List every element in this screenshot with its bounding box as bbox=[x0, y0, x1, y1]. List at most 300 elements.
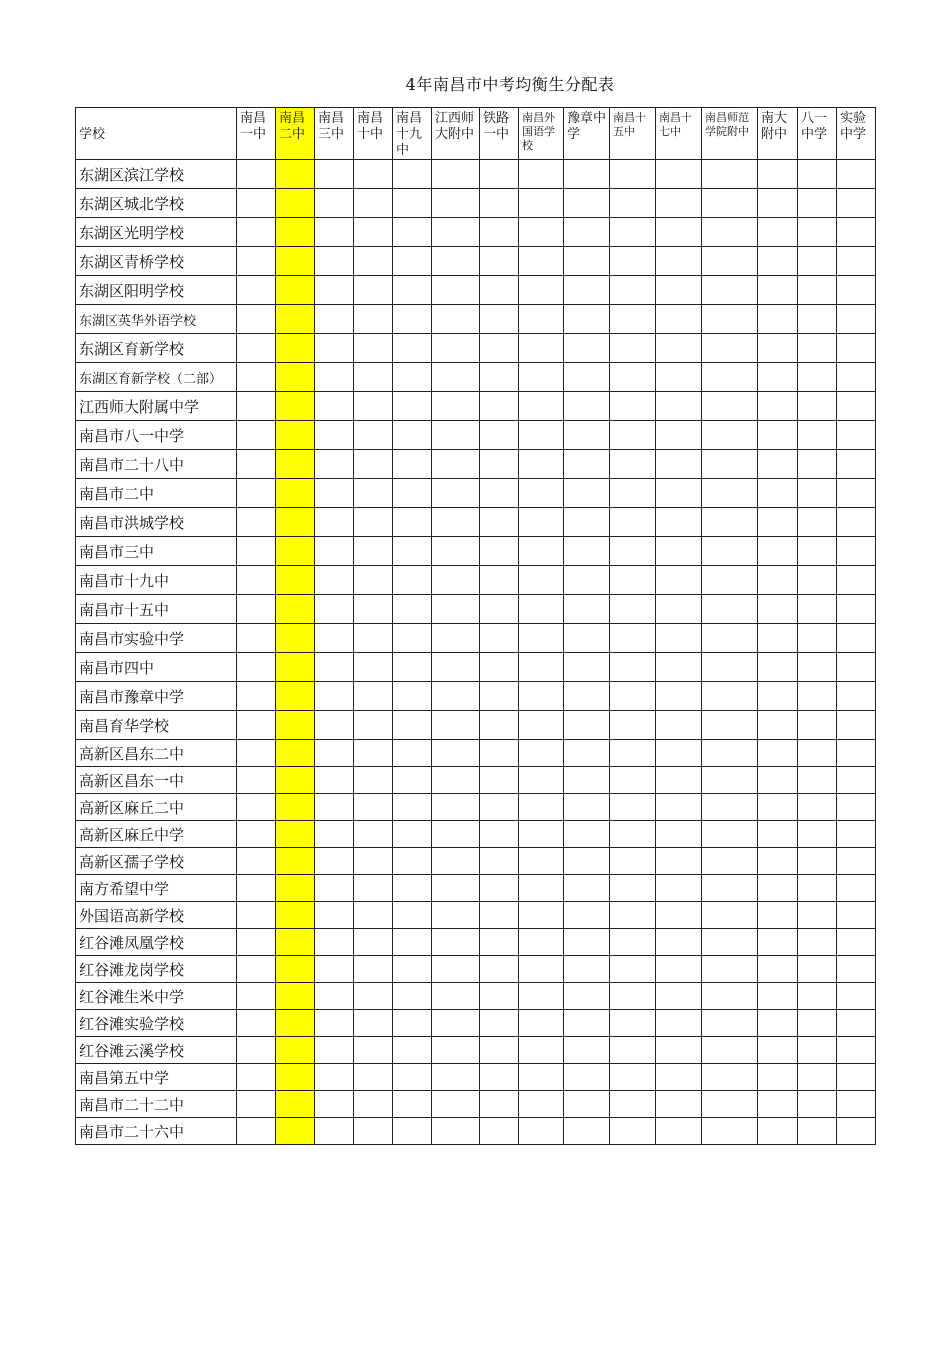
allocation-cell[interactable] bbox=[315, 363, 354, 392]
allocation-cell[interactable] bbox=[837, 875, 876, 902]
allocation-cell[interactable] bbox=[798, 392, 837, 421]
allocation-cell[interactable] bbox=[837, 653, 876, 682]
allocation-cell[interactable] bbox=[798, 983, 837, 1010]
allocation-cell[interactable] bbox=[610, 767, 656, 794]
allocation-cell[interactable] bbox=[702, 189, 758, 218]
allocation-cell[interactable] bbox=[480, 276, 519, 305]
allocation-cell[interactable] bbox=[564, 1091, 610, 1118]
allocation-cell[interactable] bbox=[564, 875, 610, 902]
allocation-cell[interactable] bbox=[837, 902, 876, 929]
allocation-cell[interactable] bbox=[564, 160, 610, 189]
allocation-cell[interactable] bbox=[393, 334, 432, 363]
allocation-cell[interactable] bbox=[564, 305, 610, 334]
allocation-cell[interactable] bbox=[393, 875, 432, 902]
allocation-cell[interactable] bbox=[702, 848, 758, 875]
allocation-cell[interactable] bbox=[798, 653, 837, 682]
allocation-cell[interactable] bbox=[393, 421, 432, 450]
allocation-cell[interactable] bbox=[564, 740, 610, 767]
allocation-cell[interactable] bbox=[315, 160, 354, 189]
allocation-cell[interactable] bbox=[480, 624, 519, 653]
allocation-cell[interactable] bbox=[237, 595, 276, 624]
allocation-cell[interactable] bbox=[432, 450, 480, 479]
allocation-cell[interactable] bbox=[837, 537, 876, 566]
allocation-cell[interactable] bbox=[432, 1037, 480, 1064]
allocation-cell[interactable] bbox=[519, 740, 564, 767]
allocation-cell[interactable] bbox=[610, 160, 656, 189]
allocation-cell[interactable] bbox=[354, 218, 393, 247]
allocation-cell[interactable] bbox=[519, 848, 564, 875]
allocation-cell-highlighted[interactable] bbox=[276, 363, 315, 392]
allocation-cell[interactable] bbox=[519, 421, 564, 450]
allocation-cell-highlighted[interactable] bbox=[276, 711, 315, 740]
allocation-cell[interactable] bbox=[354, 902, 393, 929]
allocation-cell[interactable] bbox=[758, 334, 798, 363]
allocation-cell[interactable] bbox=[798, 1118, 837, 1145]
allocation-cell[interactable] bbox=[610, 276, 656, 305]
allocation-cell[interactable] bbox=[610, 334, 656, 363]
allocation-cell[interactable] bbox=[758, 821, 798, 848]
allocation-cell[interactable] bbox=[798, 875, 837, 902]
allocation-cell[interactable] bbox=[393, 305, 432, 334]
allocation-cell[interactable] bbox=[354, 1091, 393, 1118]
allocation-cell[interactable] bbox=[702, 479, 758, 508]
allocation-cell[interactable] bbox=[702, 711, 758, 740]
allocation-cell[interactable] bbox=[610, 537, 656, 566]
allocation-cell[interactable] bbox=[758, 848, 798, 875]
allocation-cell[interactable] bbox=[519, 624, 564, 653]
allocation-cell-highlighted[interactable] bbox=[276, 508, 315, 537]
allocation-cell[interactable] bbox=[519, 189, 564, 218]
allocation-cell[interactable] bbox=[656, 479, 702, 508]
allocation-cell[interactable] bbox=[656, 276, 702, 305]
allocation-cell[interactable] bbox=[798, 189, 837, 218]
allocation-cell[interactable] bbox=[610, 624, 656, 653]
allocation-cell-highlighted[interactable] bbox=[276, 929, 315, 956]
allocation-cell[interactable] bbox=[656, 566, 702, 595]
allocation-cell[interactable] bbox=[656, 421, 702, 450]
allocation-cell-highlighted[interactable] bbox=[276, 902, 315, 929]
allocation-cell[interactable] bbox=[758, 508, 798, 537]
allocation-cell[interactable] bbox=[237, 1064, 276, 1091]
allocation-cell[interactable] bbox=[480, 363, 519, 392]
allocation-cell[interactable] bbox=[610, 1010, 656, 1037]
allocation-cell[interactable] bbox=[656, 508, 702, 537]
allocation-cell[interactable] bbox=[480, 334, 519, 363]
allocation-cell[interactable] bbox=[315, 767, 354, 794]
allocation-cell[interactable] bbox=[656, 902, 702, 929]
allocation-cell[interactable] bbox=[393, 218, 432, 247]
allocation-cell-highlighted[interactable] bbox=[276, 682, 315, 711]
allocation-cell[interactable] bbox=[610, 848, 656, 875]
allocation-cell[interactable] bbox=[656, 595, 702, 624]
allocation-cell[interactable] bbox=[315, 537, 354, 566]
allocation-cell[interactable] bbox=[564, 450, 610, 479]
allocation-cell[interactable] bbox=[432, 875, 480, 902]
allocation-cell[interactable] bbox=[480, 929, 519, 956]
allocation-cell-highlighted[interactable] bbox=[276, 1010, 315, 1037]
allocation-cell[interactable] bbox=[480, 305, 519, 334]
allocation-cell[interactable] bbox=[480, 1064, 519, 1091]
allocation-cell-highlighted[interactable] bbox=[276, 479, 315, 508]
allocation-cell[interactable] bbox=[610, 566, 656, 595]
allocation-cell[interactable] bbox=[519, 276, 564, 305]
allocation-cell[interactable] bbox=[354, 450, 393, 479]
allocation-cell[interactable] bbox=[519, 392, 564, 421]
allocation-cell[interactable] bbox=[837, 821, 876, 848]
allocation-cell[interactable] bbox=[610, 794, 656, 821]
allocation-cell[interactable] bbox=[837, 956, 876, 983]
allocation-cell[interactable] bbox=[610, 711, 656, 740]
allocation-cell[interactable] bbox=[758, 1064, 798, 1091]
allocation-cell-highlighted[interactable] bbox=[276, 392, 315, 421]
allocation-cell-highlighted[interactable] bbox=[276, 767, 315, 794]
allocation-cell[interactable] bbox=[837, 848, 876, 875]
allocation-cell[interactable] bbox=[354, 983, 393, 1010]
allocation-cell[interactable] bbox=[315, 929, 354, 956]
allocation-cell[interactable] bbox=[837, 595, 876, 624]
allocation-cell[interactable] bbox=[354, 189, 393, 218]
allocation-cell[interactable] bbox=[432, 508, 480, 537]
allocation-cell[interactable] bbox=[758, 595, 798, 624]
allocation-cell[interactable] bbox=[702, 334, 758, 363]
allocation-cell[interactable] bbox=[702, 682, 758, 711]
allocation-cell[interactable] bbox=[519, 653, 564, 682]
allocation-cell[interactable] bbox=[758, 305, 798, 334]
allocation-cell[interactable] bbox=[758, 247, 798, 276]
allocation-cell[interactable] bbox=[610, 595, 656, 624]
allocation-cell[interactable] bbox=[837, 767, 876, 794]
allocation-cell[interactable] bbox=[610, 1118, 656, 1145]
allocation-cell[interactable] bbox=[564, 929, 610, 956]
allocation-cell[interactable] bbox=[564, 595, 610, 624]
allocation-cell[interactable] bbox=[519, 305, 564, 334]
allocation-cell[interactable] bbox=[610, 363, 656, 392]
allocation-cell[interactable] bbox=[315, 334, 354, 363]
allocation-cell[interactable] bbox=[702, 821, 758, 848]
allocation-cell[interactable] bbox=[237, 363, 276, 392]
allocation-cell[interactable] bbox=[798, 682, 837, 711]
allocation-cell[interactable] bbox=[354, 537, 393, 566]
allocation-cell[interactable] bbox=[519, 794, 564, 821]
allocation-cell[interactable] bbox=[432, 1118, 480, 1145]
allocation-cell[interactable] bbox=[237, 1118, 276, 1145]
allocation-cell[interactable] bbox=[519, 566, 564, 595]
allocation-cell-highlighted[interactable] bbox=[276, 624, 315, 653]
allocation-cell[interactable] bbox=[798, 218, 837, 247]
allocation-cell[interactable] bbox=[354, 682, 393, 711]
allocation-cell[interactable] bbox=[315, 508, 354, 537]
allocation-cell[interactable] bbox=[393, 595, 432, 624]
allocation-cell[interactable] bbox=[519, 956, 564, 983]
allocation-cell[interactable] bbox=[798, 1037, 837, 1064]
allocation-cell[interactable] bbox=[480, 1118, 519, 1145]
allocation-cell[interactable] bbox=[702, 767, 758, 794]
allocation-cell[interactable] bbox=[610, 682, 656, 711]
allocation-cell[interactable] bbox=[656, 711, 702, 740]
allocation-cell[interactable] bbox=[393, 902, 432, 929]
allocation-cell[interactable] bbox=[237, 624, 276, 653]
allocation-cell[interactable] bbox=[393, 537, 432, 566]
allocation-cell-highlighted[interactable] bbox=[276, 276, 315, 305]
allocation-cell[interactable] bbox=[564, 902, 610, 929]
allocation-cell[interactable] bbox=[393, 821, 432, 848]
allocation-cell[interactable] bbox=[354, 566, 393, 595]
allocation-cell[interactable] bbox=[432, 1064, 480, 1091]
allocation-cell[interactable] bbox=[564, 983, 610, 1010]
allocation-cell[interactable] bbox=[237, 653, 276, 682]
allocation-cell[interactable] bbox=[354, 508, 393, 537]
allocation-cell[interactable] bbox=[237, 902, 276, 929]
allocation-cell[interactable] bbox=[564, 956, 610, 983]
allocation-cell[interactable] bbox=[798, 450, 837, 479]
allocation-cell[interactable] bbox=[798, 740, 837, 767]
allocation-cell[interactable] bbox=[758, 794, 798, 821]
allocation-cell[interactable] bbox=[354, 160, 393, 189]
allocation-cell[interactable] bbox=[432, 956, 480, 983]
allocation-cell[interactable] bbox=[702, 1064, 758, 1091]
allocation-cell[interactable] bbox=[393, 363, 432, 392]
allocation-cell[interactable] bbox=[237, 508, 276, 537]
allocation-cell[interactable] bbox=[237, 740, 276, 767]
allocation-cell[interactable] bbox=[432, 334, 480, 363]
allocation-cell[interactable] bbox=[480, 218, 519, 247]
allocation-cell[interactable] bbox=[354, 929, 393, 956]
allocation-cell[interactable] bbox=[758, 363, 798, 392]
allocation-cell[interactable] bbox=[519, 218, 564, 247]
allocation-cell[interactable] bbox=[837, 508, 876, 537]
allocation-cell[interactable] bbox=[610, 1064, 656, 1091]
allocation-cell[interactable] bbox=[519, 479, 564, 508]
allocation-cell[interactable] bbox=[758, 218, 798, 247]
allocation-cell[interactable] bbox=[758, 1118, 798, 1145]
allocation-cell[interactable] bbox=[480, 767, 519, 794]
allocation-cell[interactable] bbox=[798, 363, 837, 392]
allocation-cell[interactable] bbox=[610, 1091, 656, 1118]
allocation-cell[interactable] bbox=[432, 566, 480, 595]
allocation-cell[interactable] bbox=[656, 189, 702, 218]
allocation-cell[interactable] bbox=[702, 305, 758, 334]
allocation-cell[interactable] bbox=[564, 566, 610, 595]
allocation-cell[interactable] bbox=[564, 334, 610, 363]
allocation-cell[interactable] bbox=[393, 160, 432, 189]
allocation-cell[interactable] bbox=[758, 1037, 798, 1064]
allocation-cell[interactable] bbox=[837, 1037, 876, 1064]
allocation-cell[interactable] bbox=[702, 218, 758, 247]
allocation-cell[interactable] bbox=[610, 956, 656, 983]
allocation-cell[interactable] bbox=[237, 682, 276, 711]
allocation-cell[interactable] bbox=[837, 566, 876, 595]
allocation-cell-highlighted[interactable] bbox=[276, 1091, 315, 1118]
allocation-cell[interactable] bbox=[564, 682, 610, 711]
allocation-cell[interactable] bbox=[610, 902, 656, 929]
allocation-cell[interactable] bbox=[837, 218, 876, 247]
allocation-cell[interactable] bbox=[519, 1118, 564, 1145]
allocation-cell[interactable] bbox=[354, 363, 393, 392]
allocation-cell[interactable] bbox=[656, 983, 702, 1010]
allocation-cell[interactable] bbox=[656, 160, 702, 189]
allocation-cell[interactable] bbox=[702, 1037, 758, 1064]
allocation-cell[interactable] bbox=[354, 711, 393, 740]
allocation-cell[interactable] bbox=[354, 794, 393, 821]
allocation-cell[interactable] bbox=[480, 794, 519, 821]
allocation-cell[interactable] bbox=[702, 421, 758, 450]
allocation-cell[interactable] bbox=[393, 566, 432, 595]
allocation-cell[interactable] bbox=[315, 902, 354, 929]
allocation-cell[interactable] bbox=[480, 902, 519, 929]
allocation-cell[interactable] bbox=[432, 902, 480, 929]
allocation-cell[interactable] bbox=[237, 956, 276, 983]
allocation-cell[interactable] bbox=[237, 1037, 276, 1064]
allocation-cell[interactable] bbox=[480, 247, 519, 276]
allocation-cell[interactable] bbox=[432, 189, 480, 218]
allocation-cell[interactable] bbox=[702, 929, 758, 956]
allocation-cell[interactable] bbox=[315, 276, 354, 305]
allocation-cell[interactable] bbox=[564, 479, 610, 508]
allocation-cell[interactable] bbox=[237, 1010, 276, 1037]
allocation-cell[interactable] bbox=[315, 956, 354, 983]
allocation-cell[interactable] bbox=[480, 1091, 519, 1118]
allocation-cell[interactable] bbox=[837, 983, 876, 1010]
allocation-cell[interactable] bbox=[656, 305, 702, 334]
allocation-cell[interactable] bbox=[315, 421, 354, 450]
allocation-cell[interactable] bbox=[564, 189, 610, 218]
allocation-cell[interactable] bbox=[610, 508, 656, 537]
allocation-cell[interactable] bbox=[480, 160, 519, 189]
allocation-cell[interactable] bbox=[432, 794, 480, 821]
allocation-cell[interactable] bbox=[354, 653, 393, 682]
allocation-cell[interactable] bbox=[656, 1010, 702, 1037]
allocation-cell[interactable] bbox=[354, 767, 393, 794]
allocation-cell[interactable] bbox=[354, 305, 393, 334]
allocation-cell[interactable] bbox=[354, 624, 393, 653]
allocation-cell[interactable] bbox=[656, 1118, 702, 1145]
allocation-cell[interactable] bbox=[237, 479, 276, 508]
allocation-cell[interactable] bbox=[564, 508, 610, 537]
allocation-cell[interactable] bbox=[656, 247, 702, 276]
allocation-cell[interactable] bbox=[798, 794, 837, 821]
allocation-cell[interactable] bbox=[702, 624, 758, 653]
allocation-cell[interactable] bbox=[480, 566, 519, 595]
allocation-cell-highlighted[interactable] bbox=[276, 305, 315, 334]
allocation-cell[interactable] bbox=[798, 902, 837, 929]
allocation-cell[interactable] bbox=[315, 1118, 354, 1145]
allocation-cell[interactable] bbox=[702, 247, 758, 276]
allocation-cell[interactable] bbox=[432, 247, 480, 276]
allocation-cell[interactable] bbox=[519, 247, 564, 276]
allocation-cell[interactable] bbox=[237, 305, 276, 334]
allocation-cell[interactable] bbox=[315, 653, 354, 682]
allocation-cell[interactable] bbox=[656, 537, 702, 566]
allocation-cell[interactable] bbox=[798, 595, 837, 624]
allocation-cell[interactable] bbox=[393, 848, 432, 875]
allocation-cell[interactable] bbox=[837, 160, 876, 189]
allocation-cell[interactable] bbox=[564, 848, 610, 875]
allocation-cell[interactable] bbox=[837, 1118, 876, 1145]
allocation-cell[interactable] bbox=[564, 1064, 610, 1091]
allocation-cell[interactable] bbox=[315, 1091, 354, 1118]
allocation-cell[interactable] bbox=[656, 875, 702, 902]
allocation-cell[interactable] bbox=[432, 983, 480, 1010]
allocation-cell[interactable] bbox=[798, 247, 837, 276]
allocation-cell[interactable] bbox=[758, 421, 798, 450]
allocation-cell[interactable] bbox=[702, 653, 758, 682]
allocation-cell[interactable] bbox=[610, 218, 656, 247]
allocation-cell[interactable] bbox=[758, 450, 798, 479]
allocation-cell[interactable] bbox=[610, 450, 656, 479]
allocation-cell[interactable] bbox=[837, 189, 876, 218]
allocation-cell[interactable] bbox=[237, 334, 276, 363]
allocation-cell[interactable] bbox=[519, 595, 564, 624]
allocation-cell[interactable] bbox=[656, 624, 702, 653]
allocation-cell[interactable] bbox=[480, 392, 519, 421]
allocation-cell-highlighted[interactable] bbox=[276, 1118, 315, 1145]
allocation-cell[interactable] bbox=[837, 334, 876, 363]
allocation-cell[interactable] bbox=[702, 1091, 758, 1118]
allocation-cell[interactable] bbox=[432, 821, 480, 848]
allocation-cell[interactable] bbox=[610, 247, 656, 276]
allocation-cell[interactable] bbox=[798, 1010, 837, 1037]
allocation-cell[interactable] bbox=[656, 1091, 702, 1118]
allocation-cell[interactable] bbox=[354, 821, 393, 848]
allocation-cell[interactable] bbox=[237, 247, 276, 276]
allocation-cell[interactable] bbox=[519, 363, 564, 392]
allocation-cell[interactable] bbox=[519, 334, 564, 363]
allocation-cell[interactable] bbox=[656, 1037, 702, 1064]
allocation-cell[interactable] bbox=[393, 767, 432, 794]
allocation-cell[interactable] bbox=[798, 479, 837, 508]
allocation-cell[interactable] bbox=[798, 334, 837, 363]
allocation-cell[interactable] bbox=[758, 929, 798, 956]
allocation-cell[interactable] bbox=[432, 479, 480, 508]
allocation-cell[interactable] bbox=[702, 160, 758, 189]
allocation-cell[interactable] bbox=[432, 929, 480, 956]
allocation-cell-highlighted[interactable] bbox=[276, 247, 315, 276]
allocation-cell[interactable] bbox=[480, 711, 519, 740]
allocation-cell[interactable] bbox=[610, 479, 656, 508]
allocation-cell[interactable] bbox=[393, 392, 432, 421]
allocation-cell[interactable] bbox=[393, 956, 432, 983]
allocation-cell[interactable] bbox=[702, 392, 758, 421]
allocation-cell-highlighted[interactable] bbox=[276, 160, 315, 189]
allocation-cell[interactable] bbox=[702, 875, 758, 902]
allocation-cell[interactable] bbox=[656, 334, 702, 363]
allocation-cell[interactable] bbox=[702, 363, 758, 392]
allocation-cell[interactable] bbox=[798, 711, 837, 740]
allocation-cell[interactable] bbox=[315, 983, 354, 1010]
allocation-cell[interactable] bbox=[519, 711, 564, 740]
allocation-cell[interactable] bbox=[758, 711, 798, 740]
allocation-cell[interactable] bbox=[432, 653, 480, 682]
allocation-cell[interactable] bbox=[432, 1010, 480, 1037]
allocation-cell[interactable] bbox=[798, 305, 837, 334]
allocation-cell[interactable] bbox=[798, 537, 837, 566]
allocation-cell[interactable] bbox=[354, 247, 393, 276]
allocation-cell[interactable] bbox=[564, 1037, 610, 1064]
allocation-cell[interactable] bbox=[432, 537, 480, 566]
allocation-cell[interactable] bbox=[315, 821, 354, 848]
allocation-cell[interactable] bbox=[758, 875, 798, 902]
allocation-cell[interactable] bbox=[837, 1064, 876, 1091]
allocation-cell[interactable] bbox=[432, 682, 480, 711]
allocation-cell[interactable] bbox=[837, 450, 876, 479]
allocation-cell[interactable] bbox=[702, 595, 758, 624]
allocation-cell[interactable] bbox=[237, 392, 276, 421]
allocation-cell[interactable] bbox=[564, 767, 610, 794]
allocation-cell[interactable] bbox=[393, 794, 432, 821]
allocation-cell[interactable] bbox=[837, 421, 876, 450]
allocation-cell-highlighted[interactable] bbox=[276, 450, 315, 479]
allocation-cell[interactable] bbox=[354, 1064, 393, 1091]
